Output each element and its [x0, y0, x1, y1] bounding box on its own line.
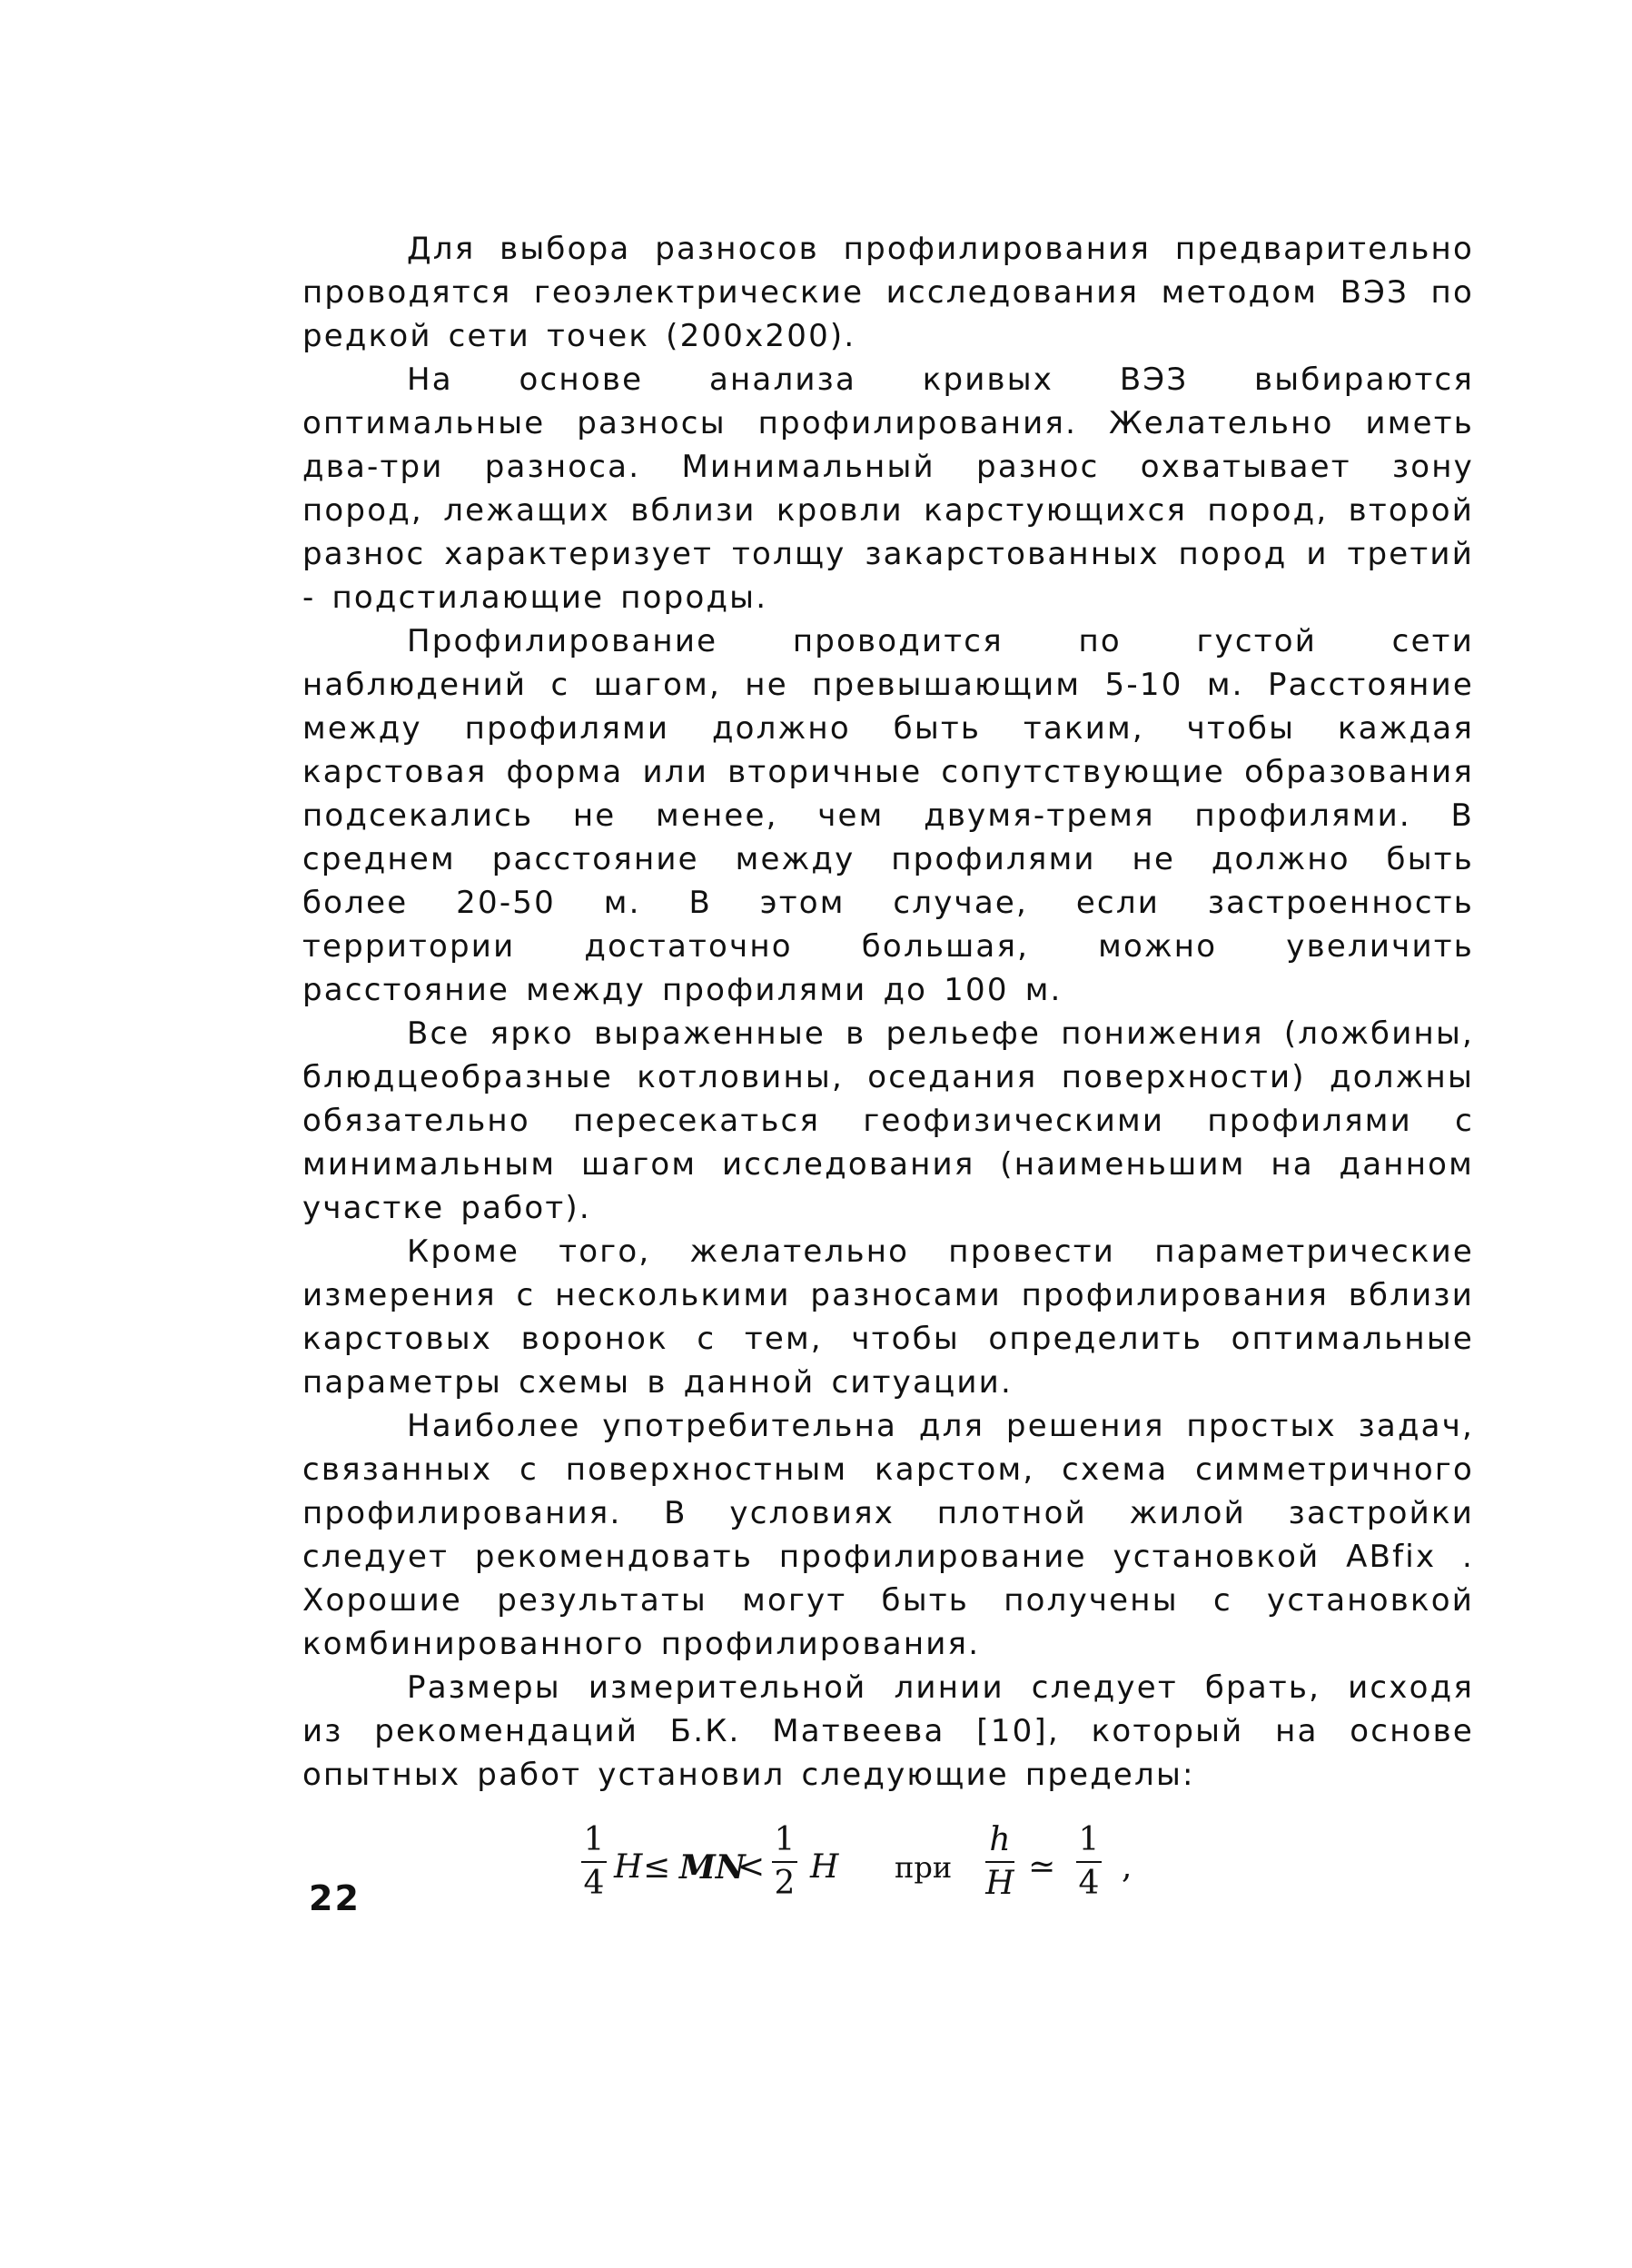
fraction-bar [581, 1861, 607, 1863]
paragraph-7: Размеры измерительной линии следует брать, исходя из рекомендаций Б.К. Матвеева [10], который на основе опытных работ установил следующие пределы: [302, 1669, 1474, 1793]
fraction-numerator: 1 [583, 1821, 605, 1858]
paragraph-5: Кроме того, желательно провести параметрические измерения с несколькими разносами профилирования вблизи карстовых воронок с тем, чтобы определить оптимальные параметры схемы в данной ситуации. [302, 1233, 1474, 1401]
formula [581, 1821, 1217, 1930]
fraction-h-over-h [985, 1821, 1014, 1903]
fraction-numerator: h [989, 1821, 1011, 1858]
fraction-numerator: 1 [1078, 1821, 1100, 1858]
formula-approx: ≃ [1028, 1848, 1056, 1886]
fraction-numerator: 1 [774, 1821, 796, 1858]
fraction-bar [985, 1861, 1014, 1863]
fraction-denominator: 4 [1078, 1865, 1100, 1902]
fraction-bar [1076, 1861, 1102, 1863]
fraction-bar [772, 1861, 797, 1863]
fraction-one-quarter-2 [1076, 1821, 1102, 1903]
paragraph-4: Все ярко выраженные в рельефе понижения (ложбины, блюдцеобразные котловины, оседания поверхности) должны обязательно пересекаться геофизическими профилями с минимальным шагом исследования (наименьшим на данном участке работ). [302, 1015, 1474, 1226]
paragraph-2: На основе анализа кривых ВЭЗ выбираются оптимальные разносы профилирования. Желательно иметь два-три разноса. Минимальный разнос охватывает зону пород, лежащих вблизи кровли карстующихся пород, второй разнос характеризует толщу закарстованных пород и третий - подстилающие породы. [302, 361, 1474, 616]
paragraph-6: Наиболее употребительна для решения простых задач, связанных с поверхностным карстом, схема симметричного профилирования. В условиях плотной жилой застройки следует рекомендовать профилирование установкой ABfix . Хорошие результаты могут быть получены с установкой комбинированного профилирования. [302, 1408, 1474, 1662]
formula-less-equal: ≤ [643, 1848, 671, 1886]
formula-word-pri: при [895, 1850, 953, 1885]
formula-mn: MN [679, 1848, 746, 1887]
paragraph-1: Для выбора разносов профилирования предварительно проводятся геоэлектрические исследования методом ВЭЗ по редкой сети точек (200х200). [302, 231, 1474, 354]
fraction-denominator: 4 [583, 1865, 605, 1902]
formula-less-than: < [737, 1848, 766, 1886]
formula-variable-h: H [614, 1848, 643, 1886]
formula-variable-h: H [810, 1848, 839, 1886]
page-number: 22 [309, 1878, 361, 1918]
fraction-one-quarter [581, 1821, 607, 1903]
paragraph-3: Профилирование проводится по густой сети наблюдений с шагом, не превышающим 5-10 м. Расстояние между профилями должно быть таким, чтобы каждая карстовая форма или вторичные сопутствующие образования подсекались не менее, чем двумя-тремя профилями. В среднем расстояние между профилями не должно быть более 20-50 м. В этом случае, если застроенность территории достаточно большая, можно увеличить расстояние между профилями до 100 м. [302, 623, 1474, 1008]
formula-comma: , [1122, 1848, 1133, 1886]
body-text [302, 227, 1474, 1797]
fraction-one-half [772, 1821, 797, 1903]
fraction-denominator: H [985, 1865, 1014, 1902]
fraction-denominator: 2 [774, 1865, 796, 1902]
